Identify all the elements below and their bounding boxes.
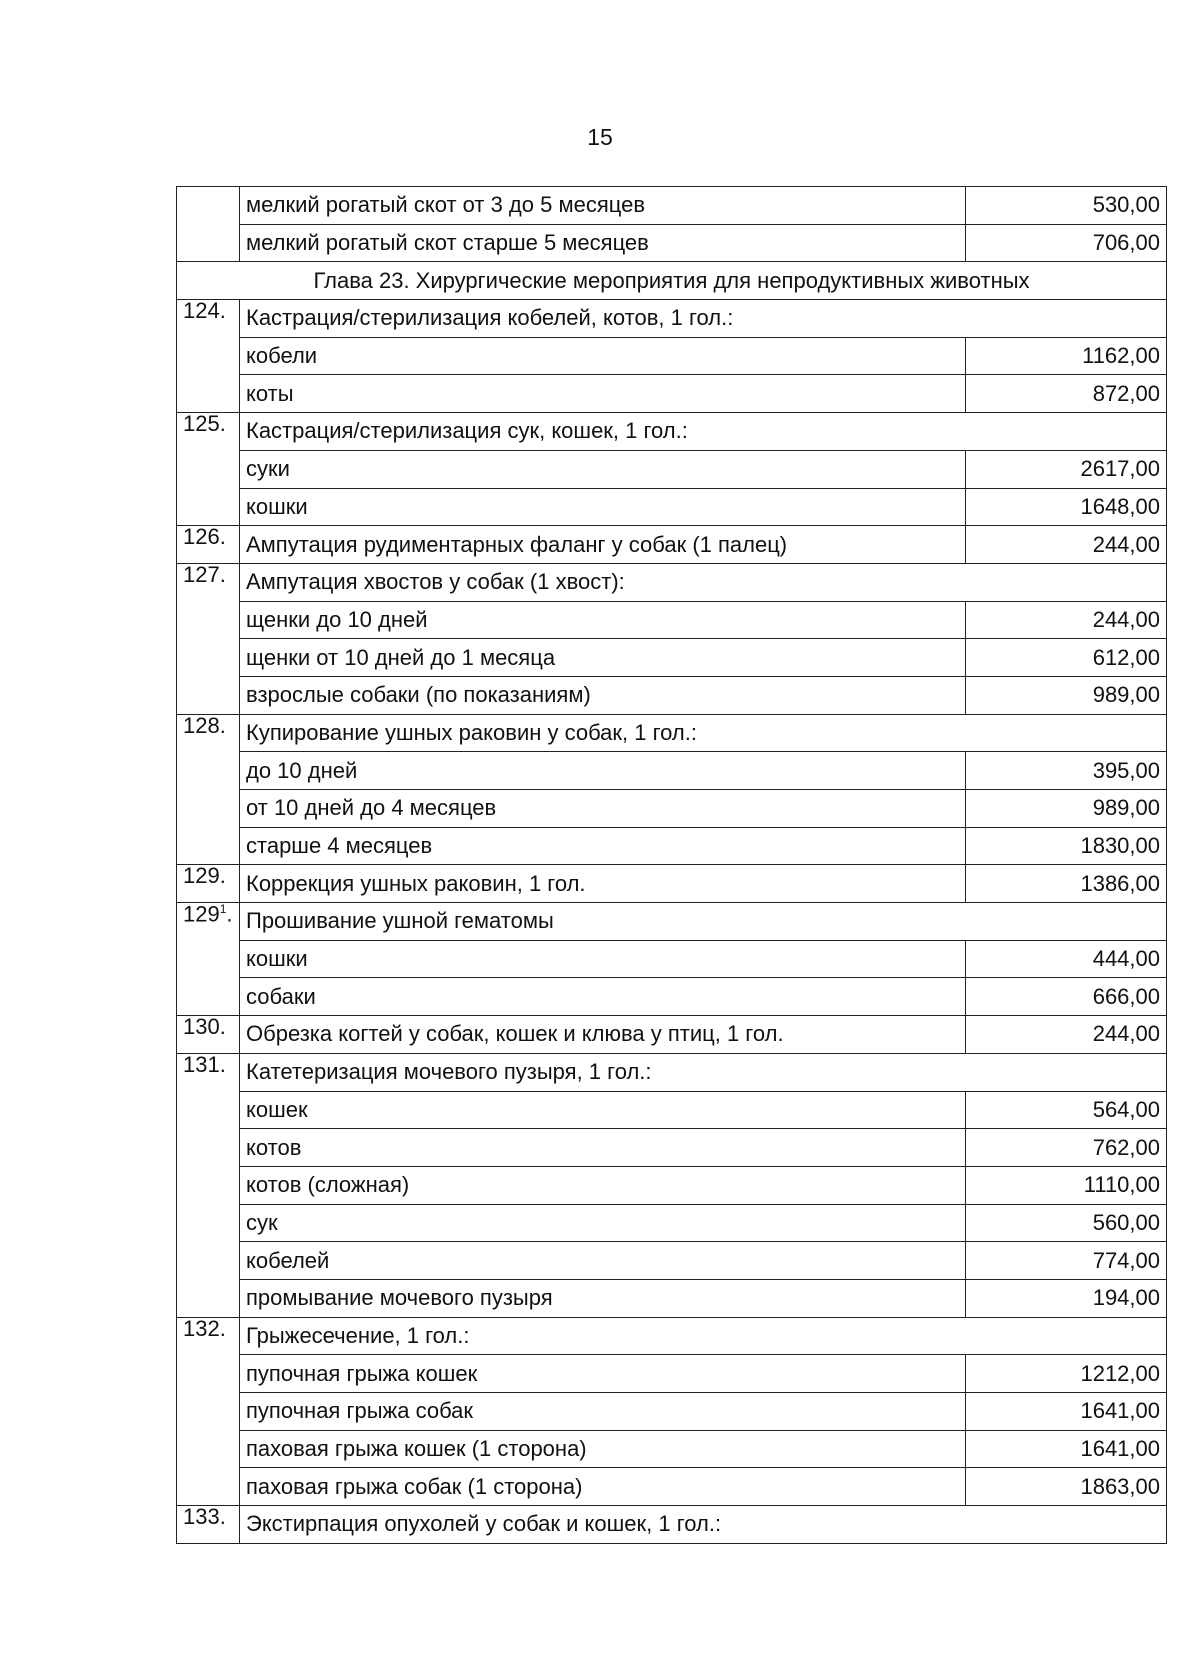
- item-price: 1162,00: [966, 337, 1167, 375]
- item-number-text: 133.: [183, 1505, 226, 1530]
- item-price: 444,00: [966, 940, 1167, 978]
- item-number-superscript: 1: [219, 902, 227, 917]
- item-description: кошки: [240, 940, 966, 978]
- item-number-suffix: .: [226, 902, 233, 927]
- item-price: 244,00: [966, 1016, 1167, 1054]
- item-price: 1386,00: [966, 865, 1167, 903]
- item-description: до 10 дней: [240, 752, 966, 790]
- item-price: 1110,00: [966, 1166, 1167, 1204]
- item-price: 1863,00: [966, 1468, 1167, 1506]
- item-number-text: 128.: [183, 714, 226, 738]
- table-row: [177, 601, 1167, 639]
- item-description: сук: [240, 1204, 966, 1242]
- item-price: 666,00: [966, 978, 1167, 1016]
- item-price: 706,00: [966, 224, 1167, 262]
- table-row: [177, 1393, 1167, 1431]
- item-description: кобелей: [240, 1242, 966, 1280]
- table-row: [177, 1242, 1167, 1280]
- table-row: [177, 224, 1167, 262]
- item-price: 774,00: [966, 1242, 1167, 1280]
- item-price: 1830,00: [966, 827, 1167, 865]
- page-number: 15: [587, 124, 613, 150]
- table-row: [177, 187, 1167, 225]
- item-description: Прошивание ушной гематомы: [240, 903, 1167, 941]
- item-price: 244,00: [966, 601, 1167, 639]
- table-row: [177, 563, 1167, 601]
- item-description: Купирование ушных раковин у собак, 1 гол.:: [240, 714, 1167, 752]
- item-number: [177, 526, 240, 564]
- table-row: [177, 337, 1167, 375]
- item-number-text: 129: [183, 902, 220, 927]
- item-description: взрослые собаки (по показаниям): [240, 676, 966, 714]
- item-number-text: 130.: [183, 1015, 226, 1040]
- item-description: Экстирпация опухолей у собак и кошек, 1 гол.:: [240, 1506, 1167, 1544]
- item-description: мелкий рогатый скот старше 5 месяцев: [240, 224, 966, 262]
- item-number: [177, 1016, 240, 1054]
- item-price: 2617,00: [966, 450, 1167, 488]
- item-number: [177, 714, 240, 865]
- item-description: Кастрация/стерилизация сук, кошек, 1 гол.:: [240, 413, 1167, 451]
- table-row: [177, 1317, 1167, 1355]
- table-row: [177, 940, 1167, 978]
- item-price: 872,00: [966, 375, 1167, 413]
- table-row: [177, 1279, 1167, 1317]
- item-number-text: 127.: [183, 563, 226, 587]
- item-number-text: 131.: [183, 1053, 226, 1077]
- table-row: [177, 526, 1167, 564]
- table-row: [177, 1016, 1167, 1054]
- table-row: [177, 1468, 1167, 1506]
- chapter-row: [177, 262, 1167, 300]
- item-description: пупочная грыжа собак: [240, 1393, 966, 1431]
- item-description: кобели: [240, 337, 966, 375]
- item-description: Кастрация/стерилизация кобелей, котов, 1 гол.:: [240, 300, 1167, 338]
- table-row: [177, 1430, 1167, 1468]
- table-row: [177, 676, 1167, 714]
- item-price: 612,00: [966, 639, 1167, 677]
- item-price: 244,00: [966, 526, 1167, 564]
- item-description: кошки: [240, 488, 966, 526]
- item-price: 1641,00: [966, 1393, 1167, 1431]
- item-number-text: 126.: [183, 525, 226, 550]
- item-description: собаки: [240, 978, 966, 1016]
- table-row: [177, 450, 1167, 488]
- table-row: [177, 752, 1167, 790]
- item-description: щенки до 10 дней: [240, 601, 966, 639]
- item-description: старше 4 месяцев: [240, 827, 966, 865]
- item-description: щенки от 10 дней до 1 месяца: [240, 639, 966, 677]
- item-description: коты: [240, 375, 966, 413]
- item-description: котов (сложная): [240, 1166, 966, 1204]
- table-row: [177, 1166, 1167, 1204]
- item-description: мелкий рогатый скот от 3 до 5 месяцев: [240, 187, 966, 225]
- item-number-text: 129.: [183, 864, 226, 889]
- item-description: кошек: [240, 1091, 966, 1129]
- item-number: [177, 187, 240, 262]
- table-row: [177, 903, 1167, 941]
- table-row: [177, 639, 1167, 677]
- item-price: 762,00: [966, 1129, 1167, 1167]
- item-number-text: 132.: [183, 1317, 226, 1341]
- item-description: суки: [240, 450, 966, 488]
- price-table: [176, 186, 1167, 1544]
- item-description: котов: [240, 1129, 966, 1167]
- item-price: 194,00: [966, 1279, 1167, 1317]
- item-description: Коррекция ушных раковин, 1 гол.: [240, 865, 966, 903]
- table-row: [177, 714, 1167, 752]
- item-number: [177, 1317, 240, 1505]
- item-description: Ампутация хвостов у собак (1 хвост):: [240, 563, 1167, 601]
- item-price: 395,00: [966, 752, 1167, 790]
- table-body: [177, 187, 1167, 1544]
- item-number: [177, 563, 240, 714]
- table-row: [177, 1129, 1167, 1167]
- item-number: [177, 1053, 240, 1317]
- table-row: [177, 375, 1167, 413]
- item-number-text: 124.: [183, 299, 226, 324]
- item-price: 1212,00: [966, 1355, 1167, 1393]
- chapter-heading: Глава 23. Хирургические мероприятия для непродуктивных животных: [177, 262, 1167, 300]
- table-row: [177, 1204, 1167, 1242]
- item-description: Катетеризация мочевого пузыря, 1 гол.:: [240, 1053, 1167, 1091]
- item-number: [177, 300, 240, 413]
- item-number: [177, 413, 240, 526]
- item-price: 989,00: [966, 676, 1167, 714]
- item-number: [177, 903, 240, 1016]
- table-row: [177, 790, 1167, 828]
- table-row: [177, 413, 1167, 451]
- table-row: [177, 827, 1167, 865]
- item-number: [177, 865, 240, 903]
- item-number: [177, 1506, 240, 1544]
- item-description: промывание мочевого пузыря: [240, 1279, 966, 1317]
- item-description: паховая грыжа кошек (1 сторона): [240, 1430, 966, 1468]
- item-number-text: 125.: [183, 412, 226, 437]
- item-price: 1648,00: [966, 488, 1167, 526]
- item-price: 1641,00: [966, 1430, 1167, 1468]
- table-row: [177, 1053, 1167, 1091]
- item-description: Обрезка когтей у собак, кошек и клюва у птиц, 1 гол.: [240, 1016, 966, 1054]
- item-price: 989,00: [966, 790, 1167, 828]
- item-price: 564,00: [966, 1091, 1167, 1129]
- item-price: 560,00: [966, 1204, 1167, 1242]
- item-description: пупочная грыжа кошек: [240, 1355, 966, 1393]
- table-row: [177, 1091, 1167, 1129]
- table-row: [177, 1355, 1167, 1393]
- table-row: [177, 300, 1167, 338]
- table-row: [177, 488, 1167, 526]
- item-description: Грыжесечение, 1 гол.:: [240, 1317, 1167, 1355]
- item-description: паховая грыжа собак (1 сторона): [240, 1468, 966, 1506]
- table-row: [177, 865, 1167, 903]
- item-price: 530,00: [966, 187, 1167, 225]
- table-row: [177, 1506, 1167, 1544]
- table-row: [177, 978, 1167, 1016]
- item-description: Ампутация рудиментарных фаланг у собак (1 палец): [240, 526, 966, 564]
- item-description: от 10 дней до 4 месяцев: [240, 790, 966, 828]
